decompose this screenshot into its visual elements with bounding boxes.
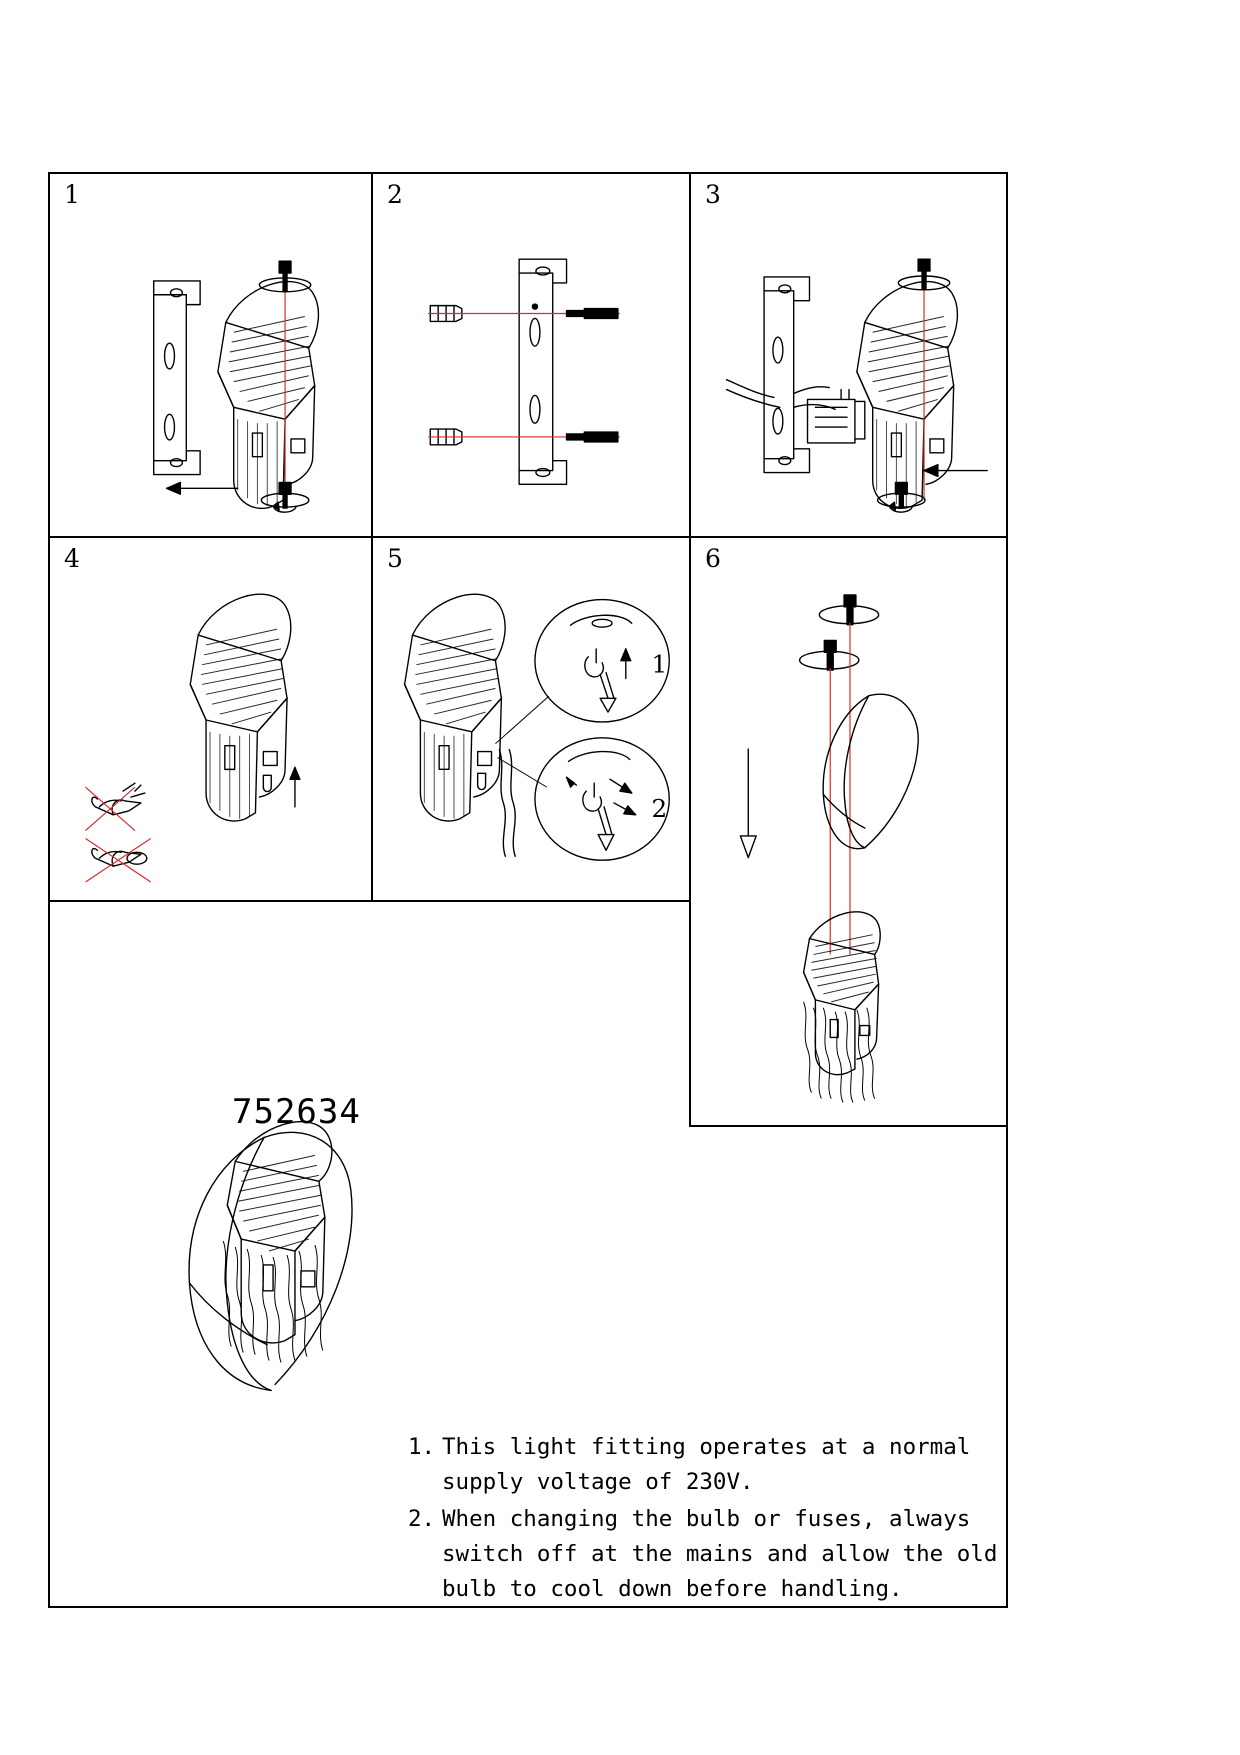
note-text: This light fitting operates at a normal supply voltage of 230V.: [442, 1434, 971, 1495]
panel-step-4: [48, 536, 373, 902]
panel-number: 4: [64, 544, 80, 573]
panel-number: 3: [705, 180, 721, 209]
note-item: [408, 1430, 998, 1500]
note-number: 2.: [408, 1506, 436, 1532]
model-code: 752634: [232, 1092, 361, 1132]
note-text: When changing the bulb or fuses, always switch off at the mains and allow the old bulb to cool down before handling.: [442, 1506, 998, 1602]
panel-number: 5: [387, 544, 403, 573]
callout-label-2: 2: [651, 793, 668, 823]
panel-step-1: [48, 172, 373, 538]
panel-step-5: [371, 536, 691, 902]
step-2-illustration: [373, 174, 689, 536]
step-3-illustration: [691, 174, 1006, 536]
panel-step-3: [689, 172, 1008, 538]
panel-number: 1: [64, 180, 80, 209]
note-item: [408, 1502, 998, 1607]
panel-step-2: [371, 172, 691, 538]
note-number: 1.: [408, 1434, 436, 1460]
callout-label-1: 1: [651, 649, 668, 679]
panel-number: 6: [705, 544, 721, 573]
step-1-illustration: [50, 174, 371, 536]
panel-number: 2: [387, 180, 403, 209]
step-4-illustration: [50, 538, 371, 900]
safety-notes: [408, 1430, 998, 1609]
step-5-illustration: [373, 538, 689, 900]
